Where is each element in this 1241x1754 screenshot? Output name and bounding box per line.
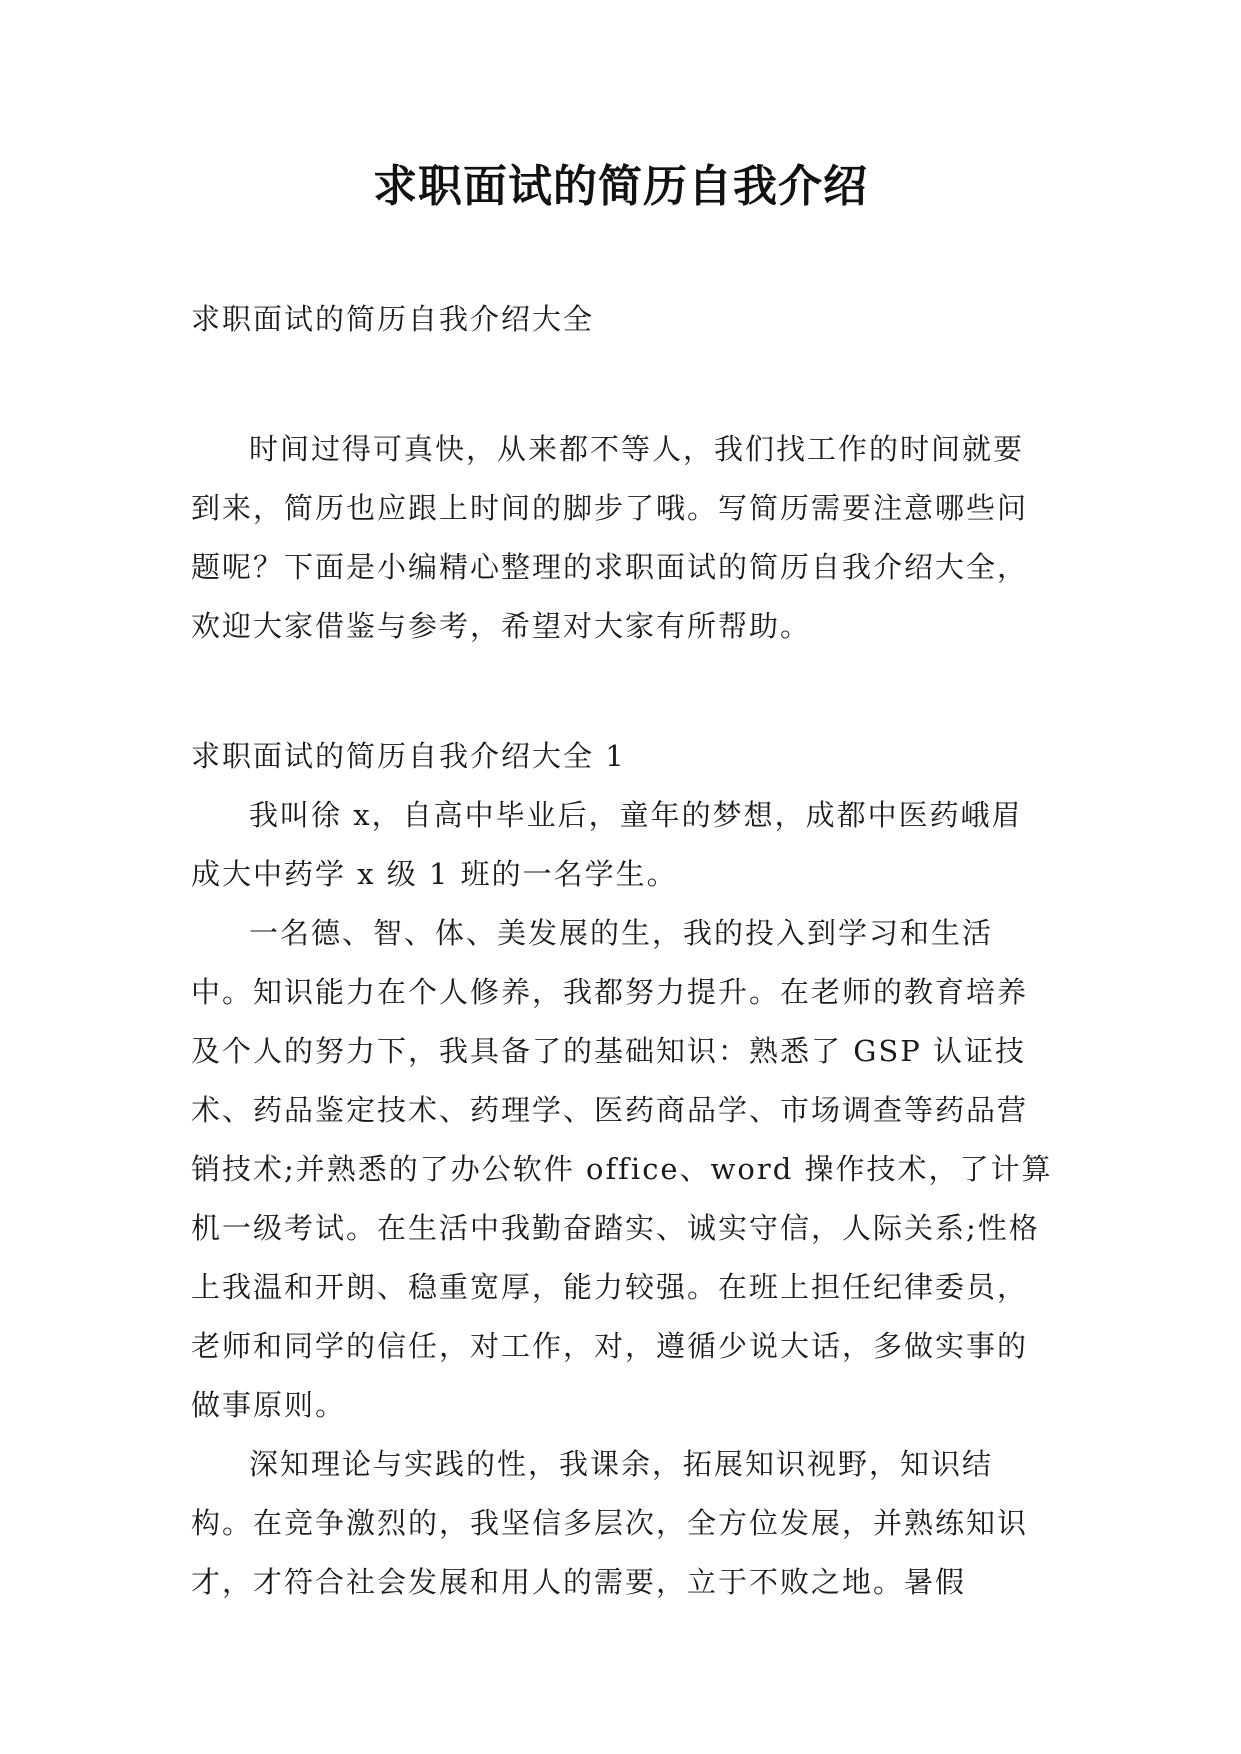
document-body [191,290,1053,1612]
document-subtitle: 求职面试的简历自我介绍大全 [191,302,595,336]
section-heading: 求职面试的简历自我介绍大全 1 [191,739,626,773]
intro-paragraph: 时间过得可真快，从来都不等人，我们找工作的时间就要到来，简历也应跟上时间的脚步了哦。写简历需要注意哪些问题呢？下面是小编精心整理的求职面试的简历自我介绍大全，欢迎大家借鉴与参考，希望对大家有所帮助。 [191,432,1029,643]
body-paragraph: 我叫徐 x，自高中毕业后，童年的梦想，成都中医药峨眉成大中药学 x 级 1 班的一名学生。 [191,798,1023,891]
body-paragraph: 深知理论与实践的性，我课余，拓展知识视野，知识结构。在竞争激烈的，我坚信多层次，全方位发展，并熟练知识才，才符合社会发展和用人的需要，立于不败之地。暑假 [191,1447,1029,1599]
body-paragraph: 一名德、智、体、美发展的生，我的投入到学习和生活中。知识能力在个人修养，我都努力提升。在老师的教育培养及个人的努力下，我具备了的基础知识：熟悉了 GSP 认证技术、药品鉴定技术、药理学、医药商品学、市场调查等药品营销技术;并熟悉的了办公软件 office、word 操作技术，了计算机一级考试。在生活中我勤奋踏实、诚实守信，人际关系;性格上我温和开朗、稳重宽厚，能力较强。在班上担任纪律委员，老师和同学的信任，对工作，对，遵循少说大话，多做实事的做事原则。 [191,916,1053,1422]
document-title: 求职面试的简历自我介绍 [373,161,868,212]
